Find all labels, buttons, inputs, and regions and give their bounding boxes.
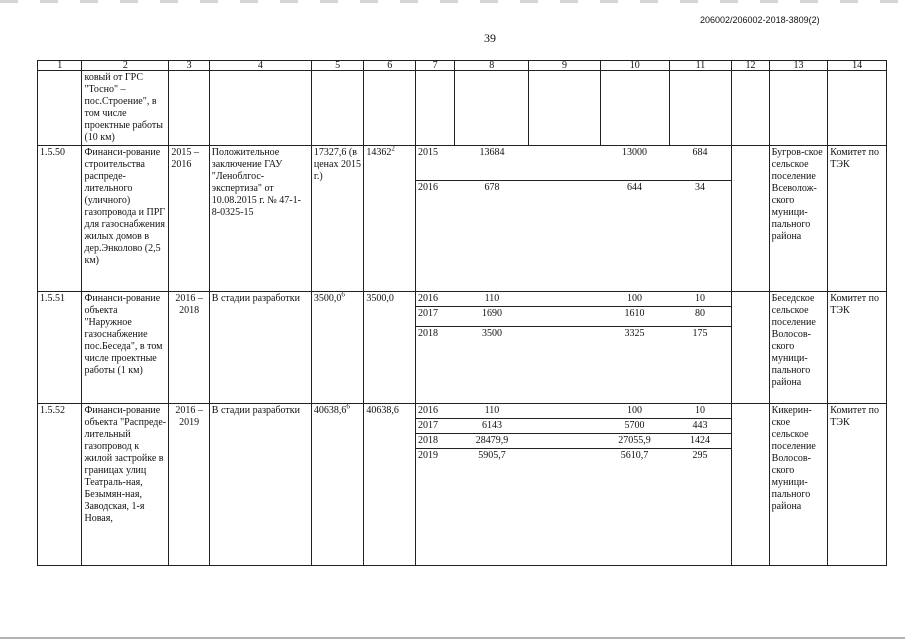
page-number: 39	[484, 31, 496, 45]
years-block	[415, 292, 731, 404]
year-total: 5905,7	[478, 450, 506, 461]
row-total	[364, 146, 416, 292]
scan-top-artifact	[0, 0, 905, 3]
year-col10: 5610,7	[620, 450, 649, 461]
year-total: 13684	[455, 146, 529, 180]
year-col10: 644	[627, 181, 643, 193]
row-responsible: Комитет по ТЭК	[828, 404, 887, 566]
year-col9	[529, 327, 601, 342]
row-id: 1.5.50	[38, 146, 82, 292]
year-line	[416, 146, 731, 180]
row-period: 2015 – 2016	[169, 146, 209, 292]
row-executor: Бугров-ское сельское поселение Всеволож-ского муници-пального района	[769, 146, 828, 292]
row-id: 1.5.51	[38, 292, 82, 404]
year-col9	[529, 292, 601, 307]
year-line	[416, 419, 731, 434]
total-value: 14362	[366, 147, 392, 158]
footnote-mark: 6	[341, 291, 345, 299]
year: 2017	[416, 419, 455, 434]
total-value: 40638,6	[366, 405, 399, 416]
year-col11: 295	[692, 450, 708, 461]
col-header: 3	[169, 61, 209, 71]
row-executor: Беседское сельское поселение Волосов-ского муници-пального района	[769, 292, 828, 404]
year-col11: 34	[695, 181, 706, 193]
row-description: Финанси-рование объекта "Распреде-лительный газопровод к жилой застройке в границах улиц Театраль-ная, Безымян-ная, Заводская, 1-я Новая,	[82, 404, 169, 566]
row-cost	[311, 292, 364, 404]
year: 2018	[416, 434, 455, 449]
year: 2016	[416, 404, 455, 419]
years-subtable	[416, 404, 731, 463]
cost-value: 3500,0	[313, 293, 342, 304]
year-line	[416, 327, 731, 342]
cost-value: 17327,6 (в ценах 2015 г.)	[313, 147, 361, 182]
year-col9	[529, 146, 601, 180]
year-col11: 175	[692, 328, 708, 339]
year-total: 110	[455, 292, 529, 307]
year-line	[416, 404, 731, 419]
year-col10: 13000	[600, 146, 669, 180]
year-col9	[529, 307, 601, 327]
year-col10: 100	[600, 404, 669, 419]
row-responsible: Комитет по ТЭК	[828, 146, 887, 292]
year-col9	[529, 419, 601, 434]
year-col11: 684	[669, 146, 731, 180]
year-line	[416, 434, 731, 449]
table-row	[38, 292, 887, 404]
col-header: 6	[364, 61, 416, 71]
year-total: 3500	[482, 328, 502, 339]
row-status: Положительное заключение ГАУ "Леноблгос-экспертиза" от 10.08.2015 г. № 47-1-8-0325-15	[209, 146, 311, 292]
footnote-mark: 2	[391, 145, 395, 153]
year-line	[416, 307, 731, 327]
year-col9	[529, 180, 601, 195]
year-col11: 10	[669, 404, 731, 419]
years-subtable	[416, 146, 731, 195]
year-line	[416, 180, 731, 195]
row-status: В стадии разработки	[209, 292, 311, 404]
table-row	[38, 404, 887, 566]
year: 2018	[417, 328, 438, 339]
year: 2016	[417, 181, 438, 193]
years-subtable	[416, 292, 731, 341]
year-col11: 80	[669, 307, 731, 327]
row-status: В стадии разработки	[209, 404, 311, 566]
row-period: 2016 – 2018	[169, 292, 209, 404]
row-description: Финанси-рование строительства распреде-лительного (уличного) газопровода и ПРГ для газоснабжения жилых домов в дер.Энколово (2,5 км)	[82, 146, 169, 292]
year-total: 678	[484, 181, 500, 193]
scan-bottom-artifact	[0, 637, 905, 639]
year-total: 28479,9	[455, 434, 529, 449]
row-executor: Кикерин-ское сельское поселение Волосов-ского муници-пального района	[769, 404, 828, 566]
year: 2016	[416, 292, 455, 307]
row-description: Финанси-рование объекта "Наружное газоснабжение пос.Беседа", в том числе проектные работы (1 км)	[82, 292, 169, 404]
year-total: 1690	[455, 307, 529, 327]
year: 2015	[416, 146, 455, 180]
year-total: 110	[455, 404, 529, 419]
row-id: 1.5.52	[38, 404, 82, 566]
row-responsible: Комитет по ТЭК	[828, 292, 887, 404]
program-table	[37, 60, 887, 566]
col-header: 12	[732, 61, 769, 71]
year-col11: 443	[669, 419, 731, 434]
continuation-row	[38, 71, 887, 146]
footnote-mark: 6	[346, 403, 350, 411]
col-header: 14	[828, 61, 887, 71]
year: 2017	[416, 307, 455, 327]
year-col10: 27055,9	[600, 434, 669, 449]
years-block	[415, 146, 731, 292]
year-col11: 1424	[669, 434, 731, 449]
year: 2019	[417, 450, 438, 461]
row-total	[364, 292, 416, 404]
row-total	[364, 404, 416, 566]
continuation-description: ковый от ГРС "Тосно" – пос.Строение", в том числе проектные работы (10 км)	[82, 71, 169, 146]
year-col10: 1610	[600, 307, 669, 327]
col-header: 9	[529, 61, 601, 71]
year-col11: 10	[669, 292, 731, 307]
col-header: 4	[209, 61, 311, 71]
year-col10: 5700	[600, 419, 669, 434]
col-header: 2	[82, 61, 169, 71]
year-col9	[529, 449, 601, 464]
table-row	[38, 146, 887, 292]
row-cost	[311, 146, 364, 292]
row-cost	[311, 404, 364, 566]
year-line	[416, 292, 731, 307]
col-header: 13	[769, 61, 828, 71]
years-block	[415, 404, 731, 566]
total-value: 3500,0	[366, 293, 394, 304]
row-period: 2016 – 2019	[169, 404, 209, 566]
col-header: 11	[669, 61, 732, 71]
document-id: 206002/206002-2018-3809(2)	[700, 15, 820, 25]
col-header: 5	[311, 61, 364, 71]
year-col9	[529, 434, 601, 449]
year-line	[416, 449, 731, 464]
column-number-row	[38, 61, 887, 71]
year-total: 6143	[455, 419, 529, 434]
year-col10: 100	[600, 292, 669, 307]
cost-value: 40638,6	[313, 405, 347, 416]
year-col10: 3325	[624, 328, 645, 339]
col-header: 8	[455, 61, 529, 71]
col-header: 7	[415, 61, 454, 71]
col-header: 10	[600, 61, 669, 71]
col-header: 1	[38, 61, 82, 71]
year-col9	[529, 404, 601, 419]
